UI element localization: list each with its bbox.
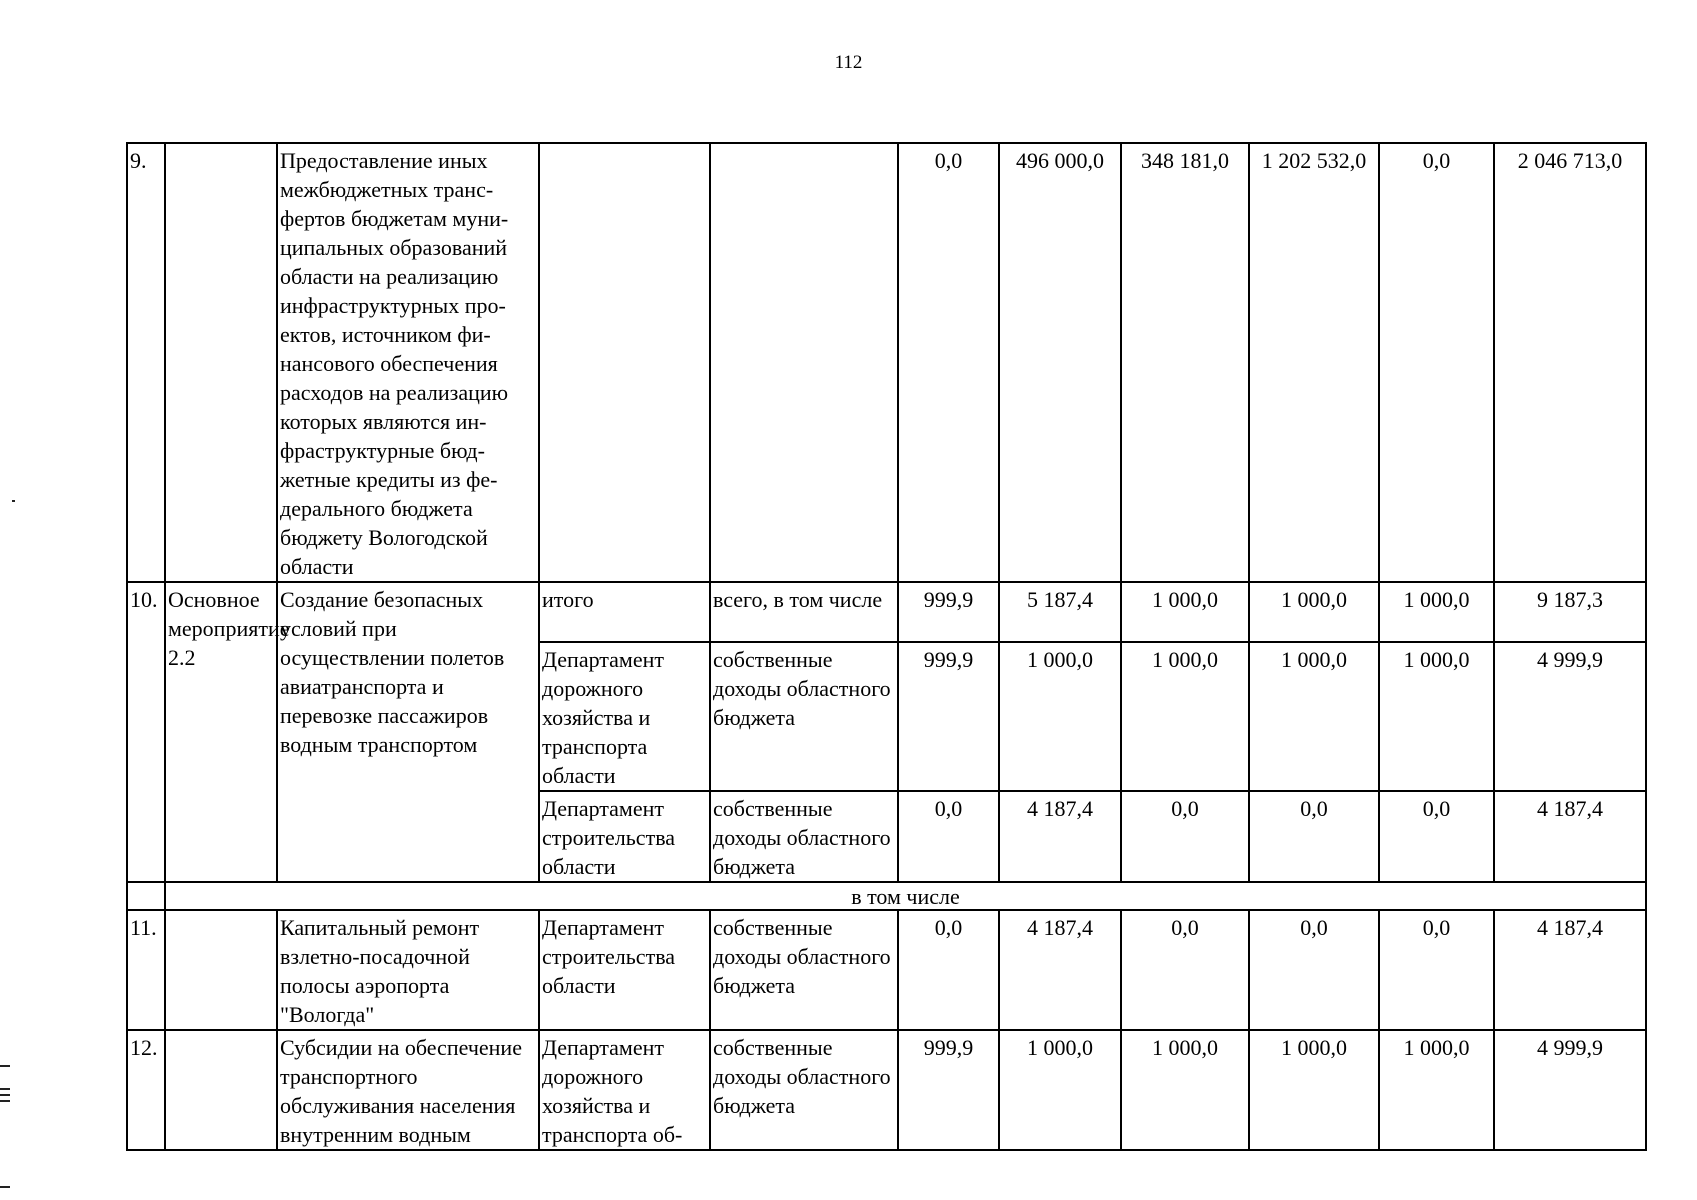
page-number: 112 (834, 52, 863, 73)
row-number (127, 882, 165, 910)
value-cell: 1 000,0 (999, 642, 1121, 791)
activity-name: Субсидии на обеспечение транспортного обслуживания населения внутренним водным (277, 1030, 539, 1150)
value-cell: 1 000,0 (1121, 642, 1249, 791)
total-value-cell: 4 187,4 (1494, 791, 1646, 882)
funding-source: собственные доходы областного бюджета (710, 642, 898, 791)
value-cell: 0,0 (898, 910, 999, 1030)
status-cell (165, 1030, 277, 1150)
value-cell: 348 181,0 (1121, 143, 1249, 582)
executor-cell: Департамент строительства области (539, 791, 710, 882)
table-row (127, 143, 1646, 582)
row-number: 12. (127, 1030, 165, 1150)
value-cell: 1 000,0 (1121, 582, 1249, 642)
total-value-cell: 4 999,9 (1494, 1030, 1646, 1150)
value-cell: 999,9 (898, 582, 999, 642)
funding-source: собственные доходы областного бюджета (710, 791, 898, 882)
value-cell: 1 000,0 (1379, 1030, 1494, 1150)
table-row (127, 910, 1646, 1030)
row-number: 11. (127, 910, 165, 1030)
in-total-label: в том числе (165, 882, 1646, 910)
executor-cell (539, 143, 710, 582)
value-cell: 0,0 (1249, 791, 1379, 882)
funding-source: всего, в том числе (710, 582, 898, 642)
value-cell: 1 000,0 (1121, 1030, 1249, 1150)
value-cell: 4 187,4 (999, 791, 1121, 882)
value-cell: 1 000,0 (1249, 582, 1379, 642)
value-cell: 1 000,0 (1379, 582, 1494, 642)
value-cell: 0,0 (1121, 910, 1249, 1030)
value-cell: 0,0 (1249, 910, 1379, 1030)
value-cell: 4 187,4 (999, 910, 1121, 1030)
table-row (127, 582, 1646, 642)
activity-name: Предоставление иных межбюджетных транс-фертов бюджетам муни-ципальных образований области на реализацию инфраструктурных про-ектов, источником фи-нансового обеспечения расходов на реализацию которых являются ин-фраструктурные бюд-жетные кредиты из фе-дерального бюджета бюджету Вологодской области (277, 143, 539, 582)
value-cell: 496 000,0 (999, 143, 1121, 582)
status-cell (165, 910, 277, 1030)
row-number: 10. (127, 582, 165, 882)
table-row (127, 882, 1646, 910)
executor-cell: итого (539, 582, 710, 642)
total-value-cell: 4 999,9 (1494, 642, 1646, 791)
scan-mark (0, 1186, 10, 1188)
scan-mark (12, 500, 15, 502)
funding-source (710, 143, 898, 582)
value-cell: 0,0 (1379, 910, 1494, 1030)
table-row (127, 1030, 1646, 1150)
scan-mark (0, 1094, 10, 1096)
value-cell: 0,0 (898, 791, 999, 882)
scan-mark (0, 1088, 10, 1090)
value-cell: 1 000,0 (1379, 642, 1494, 791)
scan-mark (0, 1100, 10, 1102)
value-cell: 5 187,4 (999, 582, 1121, 642)
executor-cell: Департамент строительства области (539, 910, 710, 1030)
status-cell: Основное мероприятие 2.2 (165, 582, 277, 882)
executor-cell: Департамент дорожного хозяйства и транспорта об- (539, 1030, 710, 1150)
status-cell (165, 143, 277, 582)
value-cell: 1 000,0 (1249, 1030, 1379, 1150)
value-cell: 0,0 (1121, 791, 1249, 882)
total-value-cell: 2 046 713,0 (1494, 143, 1646, 582)
executor-cell: Департамент дорожного хозяйства и транспорта области (539, 642, 710, 791)
value-cell: 999,9 (898, 642, 999, 791)
value-cell: 1 000,0 (1249, 642, 1379, 791)
total-value-cell: 4 187,4 (1494, 910, 1646, 1030)
value-cell: 0,0 (898, 143, 999, 582)
activity-name: Создание безопасных условий при осуществлении полетов авиатранспорта и перевозке пассажиров водным транспортом (277, 582, 539, 882)
budget-table (126, 142, 1647, 1151)
total-value-cell: 9 187,3 (1494, 582, 1646, 642)
funding-source: собственные доходы областного бюджета (710, 1030, 898, 1150)
value-cell: 0,0 (1379, 143, 1494, 582)
value-cell: 0,0 (1379, 791, 1494, 882)
value-cell: 1 202 532,0 (1249, 143, 1379, 582)
row-number: 9. (127, 143, 165, 582)
value-cell: 1 000,0 (999, 1030, 1121, 1150)
funding-source: собственные доходы областного бюджета (710, 910, 898, 1030)
scan-mark (0, 1065, 10, 1067)
value-cell: 999,9 (898, 1030, 999, 1150)
activity-name: Капитальный ремонт взлетно-посадочной полосы аэропорта "Вологда" (277, 910, 539, 1030)
